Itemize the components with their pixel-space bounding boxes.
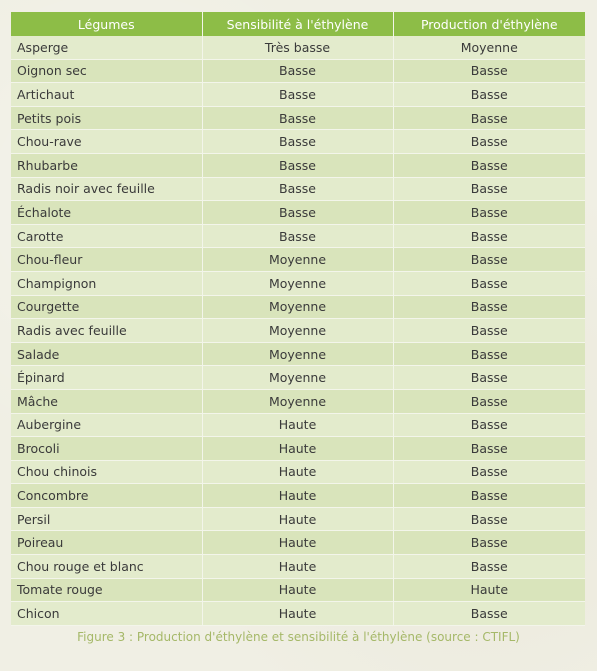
table-row bbox=[11, 36, 585, 59]
vegetable-cell: Petits pois bbox=[11, 106, 202, 130]
vegetable-cell: Carotte bbox=[11, 224, 202, 248]
sensitivity-cell: Basse bbox=[202, 153, 393, 177]
vegetable-cell: Concombre bbox=[11, 484, 202, 508]
production-cell: Basse bbox=[393, 437, 585, 461]
table-row bbox=[11, 484, 585, 508]
table-row bbox=[11, 602, 585, 626]
production-cell: Basse bbox=[393, 319, 585, 343]
sensitivity-cell: Basse bbox=[202, 83, 393, 107]
table-row bbox=[11, 224, 585, 248]
vegetable-cell: Poireau bbox=[11, 531, 202, 555]
sensitivity-cell: Moyenne bbox=[202, 342, 393, 366]
sensitivity-cell: Moyenne bbox=[202, 271, 393, 295]
production-cell: Basse bbox=[393, 153, 585, 177]
ethylene-table bbox=[11, 12, 585, 626]
production-cell: Haute bbox=[393, 578, 585, 602]
production-cell: Basse bbox=[393, 460, 585, 484]
table-row bbox=[11, 342, 585, 366]
sensitivity-cell: Basse bbox=[202, 224, 393, 248]
sensitivity-cell: Basse bbox=[202, 201, 393, 225]
table-row bbox=[11, 153, 585, 177]
table-row bbox=[11, 59, 585, 83]
production-cell: Basse bbox=[393, 106, 585, 130]
sensitivity-cell: Haute bbox=[202, 507, 393, 531]
table-row bbox=[11, 389, 585, 413]
table-row bbox=[11, 507, 585, 531]
table-row bbox=[11, 248, 585, 272]
sensitivity-cell: Moyenne bbox=[202, 295, 393, 319]
header-production: Production d'éthylène bbox=[393, 12, 585, 36]
vegetable-cell: Chou rouge et blanc bbox=[11, 555, 202, 579]
table-row bbox=[11, 201, 585, 225]
vegetable-cell: Courgette bbox=[11, 295, 202, 319]
production-cell: Basse bbox=[393, 602, 585, 626]
vegetable-cell: Persil bbox=[11, 507, 202, 531]
vegetable-cell: Artichaut bbox=[11, 83, 202, 107]
table-row bbox=[11, 578, 585, 602]
sensitivity-cell: Basse bbox=[202, 177, 393, 201]
figure-caption: Figure 3 : Production d'éthylène et sensibilité à l'éthylène (source : CTIFL) bbox=[77, 630, 520, 644]
sensitivity-cell: Haute bbox=[202, 437, 393, 461]
vegetable-cell: Radis noir avec feuille bbox=[11, 177, 202, 201]
vegetable-cell: Oignon sec bbox=[11, 59, 202, 83]
production-cell: Basse bbox=[393, 366, 585, 390]
production-cell: Basse bbox=[393, 342, 585, 366]
production-cell: Basse bbox=[393, 484, 585, 508]
vegetable-cell: Chou-fleur bbox=[11, 248, 202, 272]
sensitivity-cell: Très basse bbox=[202, 36, 393, 59]
production-cell: Basse bbox=[393, 531, 585, 555]
table-row bbox=[11, 366, 585, 390]
production-cell: Basse bbox=[393, 413, 585, 437]
table-header-row bbox=[11, 12, 585, 36]
vegetable-cell: Asperge bbox=[11, 36, 202, 59]
vegetable-cell: Chicon bbox=[11, 602, 202, 626]
sensitivity-cell: Basse bbox=[202, 106, 393, 130]
sensitivity-cell: Moyenne bbox=[202, 389, 393, 413]
table-row bbox=[11, 271, 585, 295]
production-cell: Basse bbox=[393, 271, 585, 295]
production-cell: Basse bbox=[393, 224, 585, 248]
sensitivity-cell: Moyenne bbox=[202, 248, 393, 272]
production-cell: Basse bbox=[393, 130, 585, 154]
table-row bbox=[11, 437, 585, 461]
table-row bbox=[11, 460, 585, 484]
table-row bbox=[11, 413, 585, 437]
sensitivity-cell: Haute bbox=[202, 555, 393, 579]
table-row bbox=[11, 177, 585, 201]
sensitivity-cell: Haute bbox=[202, 484, 393, 508]
production-cell: Basse bbox=[393, 177, 585, 201]
table-row bbox=[11, 130, 585, 154]
table-row bbox=[11, 555, 585, 579]
header-sensitivity: Sensibilité à l'éthylène bbox=[202, 12, 393, 36]
production-cell: Basse bbox=[393, 248, 585, 272]
sensitivity-cell: Basse bbox=[202, 59, 393, 83]
production-cell: Basse bbox=[393, 59, 585, 83]
vegetable-cell: Échalote bbox=[11, 201, 202, 225]
sensitivity-cell: Basse bbox=[202, 130, 393, 154]
vegetable-cell: Rhubarbe bbox=[11, 153, 202, 177]
vegetable-cell: Aubergine bbox=[11, 413, 202, 437]
table-row bbox=[11, 106, 585, 130]
table-row bbox=[11, 295, 585, 319]
sensitivity-cell: Moyenne bbox=[202, 366, 393, 390]
sensitivity-cell: Haute bbox=[202, 413, 393, 437]
table-body bbox=[11, 36, 585, 625]
sensitivity-cell: Haute bbox=[202, 531, 393, 555]
vegetable-cell: Salade bbox=[11, 342, 202, 366]
production-cell: Basse bbox=[393, 295, 585, 319]
vegetable-cell: Tomate rouge bbox=[11, 578, 202, 602]
production-cell: Moyenne bbox=[393, 36, 585, 59]
production-cell: Basse bbox=[393, 201, 585, 225]
sensitivity-cell: Haute bbox=[202, 602, 393, 626]
sensitivity-cell: Moyenne bbox=[202, 319, 393, 343]
production-cell: Basse bbox=[393, 555, 585, 579]
production-cell: Basse bbox=[393, 507, 585, 531]
table-row bbox=[11, 83, 585, 107]
production-cell: Basse bbox=[393, 389, 585, 413]
sensitivity-cell: Haute bbox=[202, 460, 393, 484]
production-cell: Basse bbox=[393, 83, 585, 107]
table-row bbox=[11, 319, 585, 343]
vegetable-cell: Radis avec feuille bbox=[11, 319, 202, 343]
vegetable-cell: Brocoli bbox=[11, 437, 202, 461]
vegetable-cell: Champignon bbox=[11, 271, 202, 295]
sensitivity-cell: Haute bbox=[202, 578, 393, 602]
vegetable-cell: Chou-rave bbox=[11, 130, 202, 154]
vegetable-cell: Chou chinois bbox=[11, 460, 202, 484]
table-row bbox=[11, 531, 585, 555]
vegetable-cell: Épinard bbox=[11, 366, 202, 390]
vegetable-cell: Mâche bbox=[11, 389, 202, 413]
header-vegetables: Légumes bbox=[11, 12, 202, 36]
